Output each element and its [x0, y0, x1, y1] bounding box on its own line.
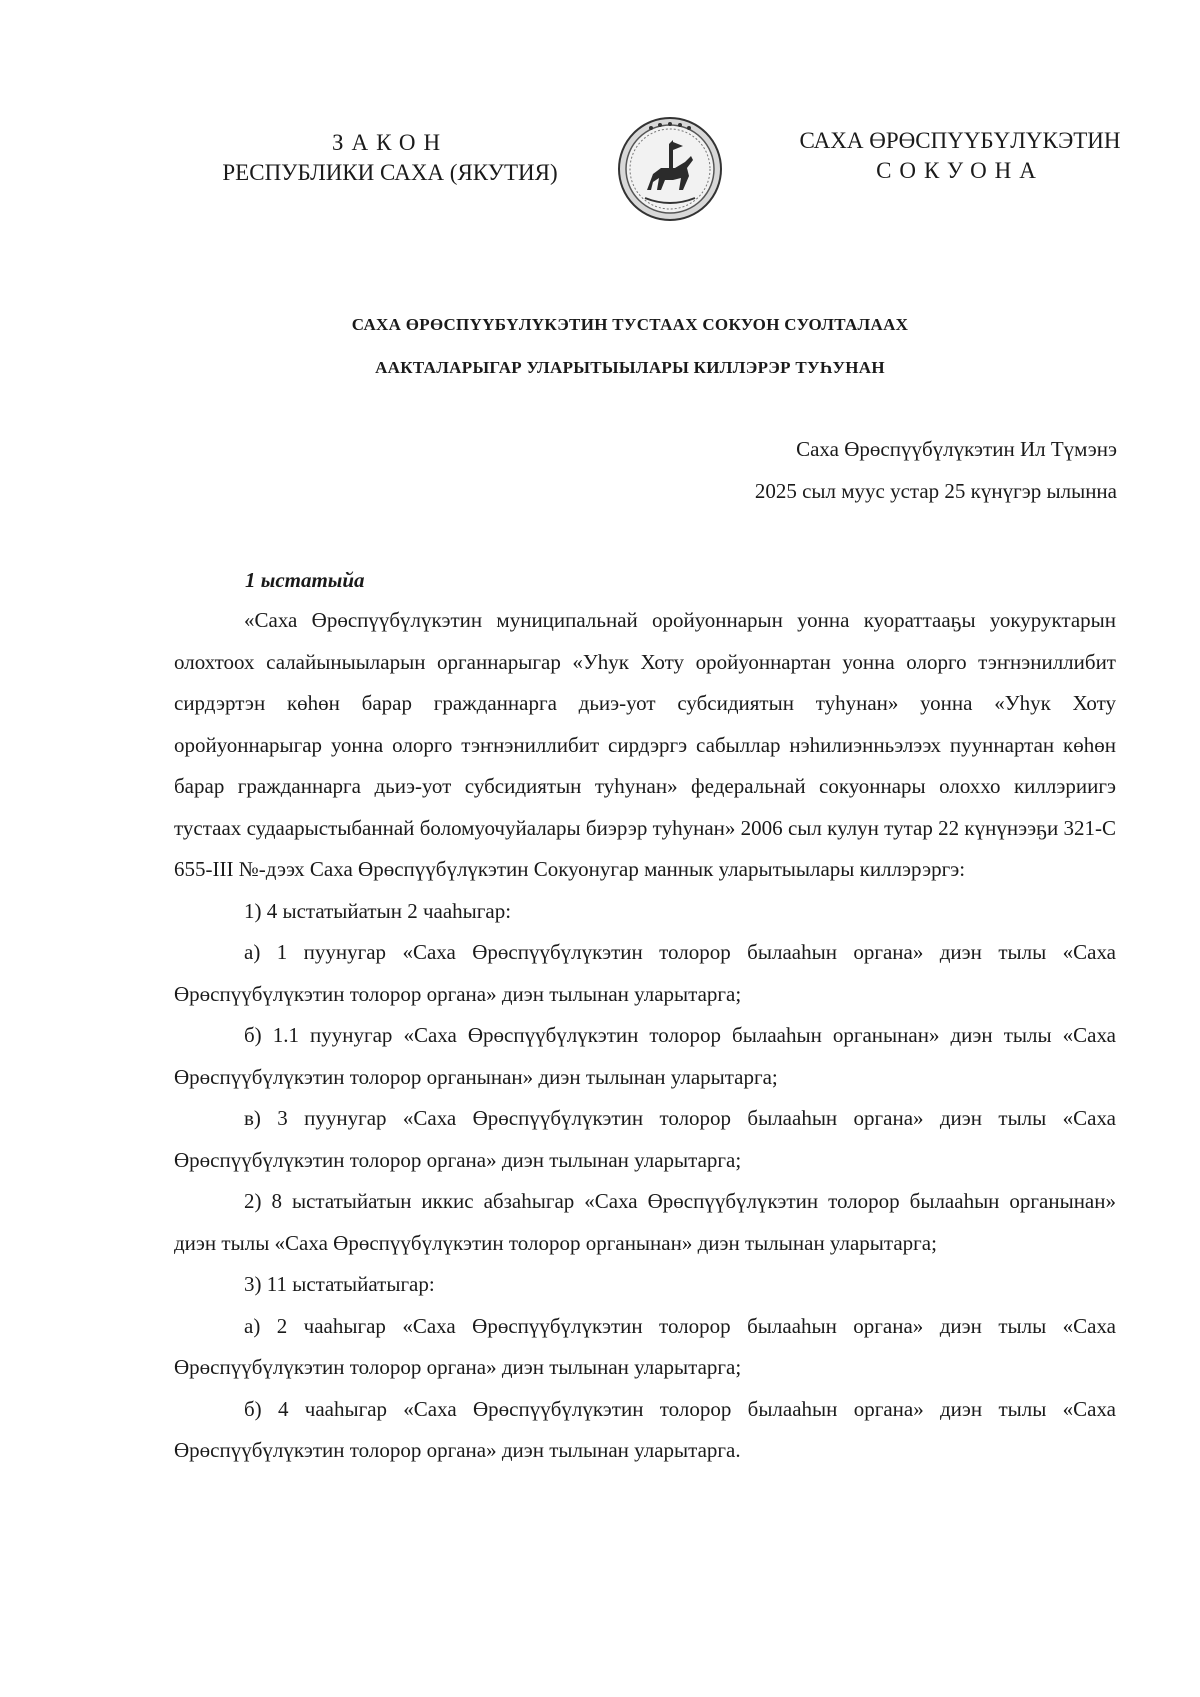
adoption-body: Саха Өрөспүүбүлүкэтин Ил Түмэнэ — [796, 437, 1117, 461]
article-paragraph: 1) 4 ыстатыйатын 2 чааһыгар: — [244, 898, 512, 923]
article-paragraph: а) 2 чааһыгар «Саха Өрөспүүбүлүкэтин толорор былааһын органа» диэн тылы «Саха Өрөспүүбүлүкэтин толорор органа» диэн тылынан уларытарга; — [174, 1313, 1116, 1379]
article-paragraph: 2) 8 ыстатыйатын иккис абзаһыгар «Саха Өрөспүүбүлүкэтин толорор былааһын органынан» диэн тылы «Саха Өрөспүүбүлүкэтин толорор органынан» диэн тылынан уларытарга; — [174, 1189, 1116, 1255]
article-paragraph: б) 4 чааһыгар «Саха Өрөспүүбүлүкэтин толорор былааһын органа» диэн тылы «Саха Өрөспүүбүлүкэтин толорор органа» диэн тылынан уларытарга. — [174, 1396, 1116, 1462]
law-title-line-1: САХА ӨРӨСПҮҮБҮЛҮКЭТИН ТУСТААХ СОКУОН СУОЛТАЛААХ — [351, 315, 909, 334]
republic-name-russian: РЕСПУБЛИКИ САХА (ЯКУТИЯ) — [222, 160, 558, 185]
article-heading: 1 ыстатыйа — [245, 568, 365, 592]
article-paragraph: а) 1 пуунугар «Саха Өрөспүүбүлүкэтин толорор былааһын органа» диэн тылы «Саха Өрөспүүбүлүкэтин толорор органа» диэн тылынан уларытарга; — [174, 940, 1116, 1006]
coat-of-arms-emblem-icon — [617, 116, 723, 222]
law-title-line-2: ААКТАЛАРЫГАР УЛАРЫТЫЫЛАРЫ КИЛЛЭРЭР ТУҺУНАН — [375, 358, 885, 377]
article-paragraph: в) 3 пуунугар «Саха Өрөспүүбүлүкэтин толорор былааһын органа» диэн тылы «Саха Өрөспүүбүлүкэтин толорор органа» диэн тылынан уларытарга; — [174, 1106, 1116, 1172]
law-label-russian: ЗАКОН — [331, 130, 449, 155]
header-left-block — [200, 128, 580, 188]
article-paragraph: 3) 11 ыстатыйатыгар: — [244, 1272, 435, 1296]
header-right-block — [770, 126, 1150, 186]
adoption-date: 2025 сыл муус устар 25 күнүгэр ылынна — [754, 479, 1117, 503]
article-body — [174, 600, 1116, 1472]
article-paragraph: «Саха Өрөспүүбүлүкэтин муниципальнай оройуоннарын уонна куораттааҕы уокуруктарын олохтоох салайыныыларын органнарыгар «Уһук Хоту оройуоннартан уонна олорго тэҥнэниллибит сирдэртэн көһөн барар гражданнарга дьиэ-уот субсидиятын туһунан» уонна «Уһук Хоту оройуоннарыгар уонна олорго тэҥнэниллибит сирдэргэ сабыллар нэһилиэнньэлээх пууннартан көһөн барар гражданнарга дьиэ-уот субсидиятын туһунан» федеральнай сокуоннары олоххо киллэриигэ тустаах судаарыстыбаннай боломуочуйалары биэрэр туһунан» 2006 сыл кулун тутар 22 күнүнээҕи 321-С 655-III №-дээх Саха Өрөспүүбүлүкэтин Сокуонугар маннык уларытыылары киллэрэргэ: — [174, 608, 1116, 881]
article-paragraph: б) 1.1 пуунугар «Саха Өрөспүүбүлүкэтин толорор былааһын органынан» диэн тылы «Саха Өрөспүүбүлүкэтин толорор органынан» диэн тылынан уларытарга; — [174, 1023, 1116, 1089]
republic-name-yakut: САХА ӨРӨСПҮҮБҮЛҮКЭТИН — [799, 128, 1121, 153]
law-label-yakut: СОКУОНА — [876, 158, 1044, 183]
